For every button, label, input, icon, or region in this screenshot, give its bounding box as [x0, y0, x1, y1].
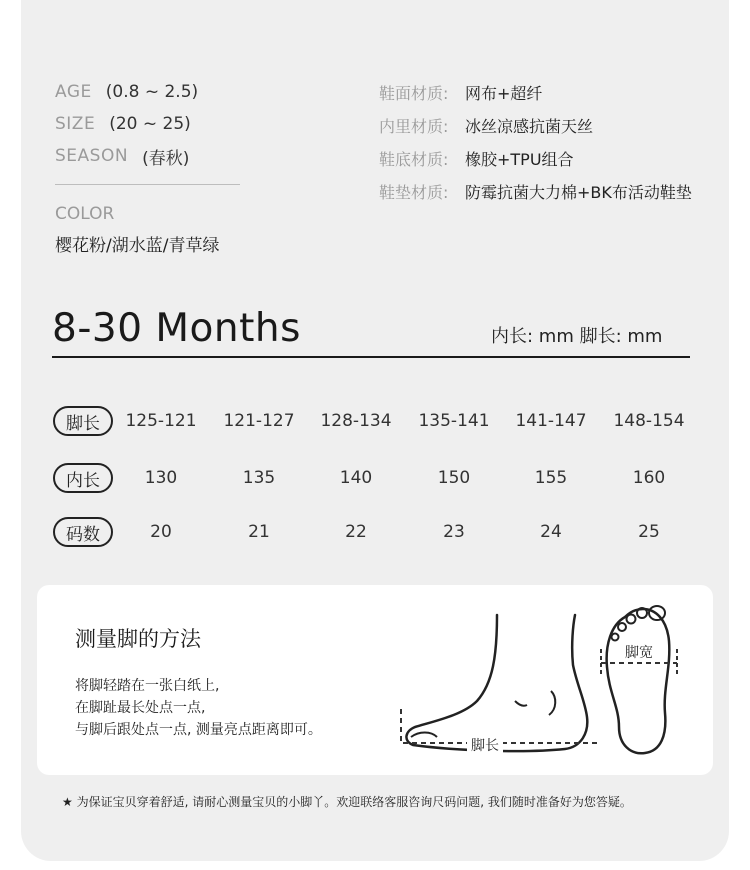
material-specs [379, 76, 692, 208]
divider [55, 184, 240, 185]
ankle-curve [515, 701, 527, 706]
spec-key: AGE [55, 82, 92, 102]
size-cell: 121-127 [223, 411, 295, 431]
foot-length-label: 脚长 [467, 735, 503, 755]
foot-width-label: 脚宽 [622, 642, 656, 662]
size-cell: 130 [144, 468, 178, 488]
material-row [379, 175, 692, 208]
size-cell: 141-147 [515, 411, 587, 431]
measure-step: 将脚轻踏在一张白纸上, [75, 678, 220, 694]
material-value: 防霉抗菌大力棉+BK布活动鞋垫 [465, 183, 692, 202]
size-cell: 128-134 [320, 411, 392, 431]
footer-note: ★ 为保证宝贝穿着舒适, 请耐心测量宝贝的小脚丫。欢迎联络客服咨询尺码问题, 我们随时准备好为您答疑。 [62, 795, 632, 809]
spec-key: SIZE [55, 114, 96, 134]
color-value: 樱花粉/湖水蓝/青草绿 [55, 236, 220, 256]
basic-specs [55, 76, 198, 172]
size-cell: 140 [339, 468, 373, 488]
size-cell: 160 [632, 468, 666, 488]
foot-side-illustration [397, 605, 597, 755]
size-cell: 135 [242, 468, 276, 488]
size-cell: 24 [540, 522, 562, 542]
row-label: 内长 [53, 463, 113, 493]
material-row [379, 109, 692, 142]
size-cell: 148-154 [613, 411, 685, 431]
spec-value: (0.8 ~ 2.5) [105, 82, 199, 102]
material-row [379, 142, 692, 175]
material-key: 内里材质: [379, 117, 449, 136]
material-key: 鞋垫材质: [379, 183, 449, 202]
material-row [379, 76, 692, 109]
foot-top-outline [607, 609, 670, 753]
size-cell: 22 [345, 522, 367, 542]
toe [618, 623, 626, 631]
size-row-size [53, 517, 703, 549]
spec-size [55, 108, 198, 140]
spec-value: (20 ~ 25) [109, 114, 191, 134]
toe [627, 615, 636, 624]
size-cell: 155 [534, 468, 568, 488]
row-label: 码数 [53, 517, 113, 547]
material-key: 鞋面材质: [379, 84, 449, 103]
toe [612, 634, 619, 641]
foot-top-illustration [597, 597, 687, 757]
size-cell: 20 [150, 522, 172, 542]
spec-age [55, 76, 198, 108]
size-cell: 125-121 [125, 411, 197, 431]
size-cell: 135-141 [418, 411, 490, 431]
material-value: 橡胶+TPU组合 [465, 150, 574, 169]
size-cell: 150 [437, 468, 471, 488]
unit-note: 内长: mm 脚长: mm [491, 326, 663, 347]
measure-step: 与脚后跟处点一点, 测量亮点距离即可。 [75, 722, 322, 738]
material-key: 鞋底材质: [379, 150, 449, 169]
size-cell: 21 [248, 522, 270, 542]
color-key: COLOR [55, 204, 115, 224]
toe-line [411, 733, 437, 738]
material-value: 网布+超纤 [465, 84, 543, 103]
size-chart-title: 8-30 Months [52, 306, 301, 351]
spec-key: SEASON [55, 146, 129, 166]
foot-outline [406, 615, 587, 751]
spec-value: (春秋) [142, 148, 190, 169]
size-row-inner-length [53, 463, 703, 495]
size-cell: 23 [443, 522, 465, 542]
row-label: 脚长 [53, 406, 113, 436]
measure-step: 在脚趾最长处点一点, [75, 700, 206, 716]
measure-title: 测量脚的方法 [75, 627, 201, 651]
size-row-foot-length [53, 406, 703, 438]
spec-season [55, 140, 198, 172]
material-value: 冰丝凉感抗菌天丝 [465, 117, 594, 136]
title-underline [52, 356, 690, 358]
ankle-line [549, 691, 555, 715]
measure-panel [37, 585, 713, 775]
size-cell: 25 [638, 522, 660, 542]
